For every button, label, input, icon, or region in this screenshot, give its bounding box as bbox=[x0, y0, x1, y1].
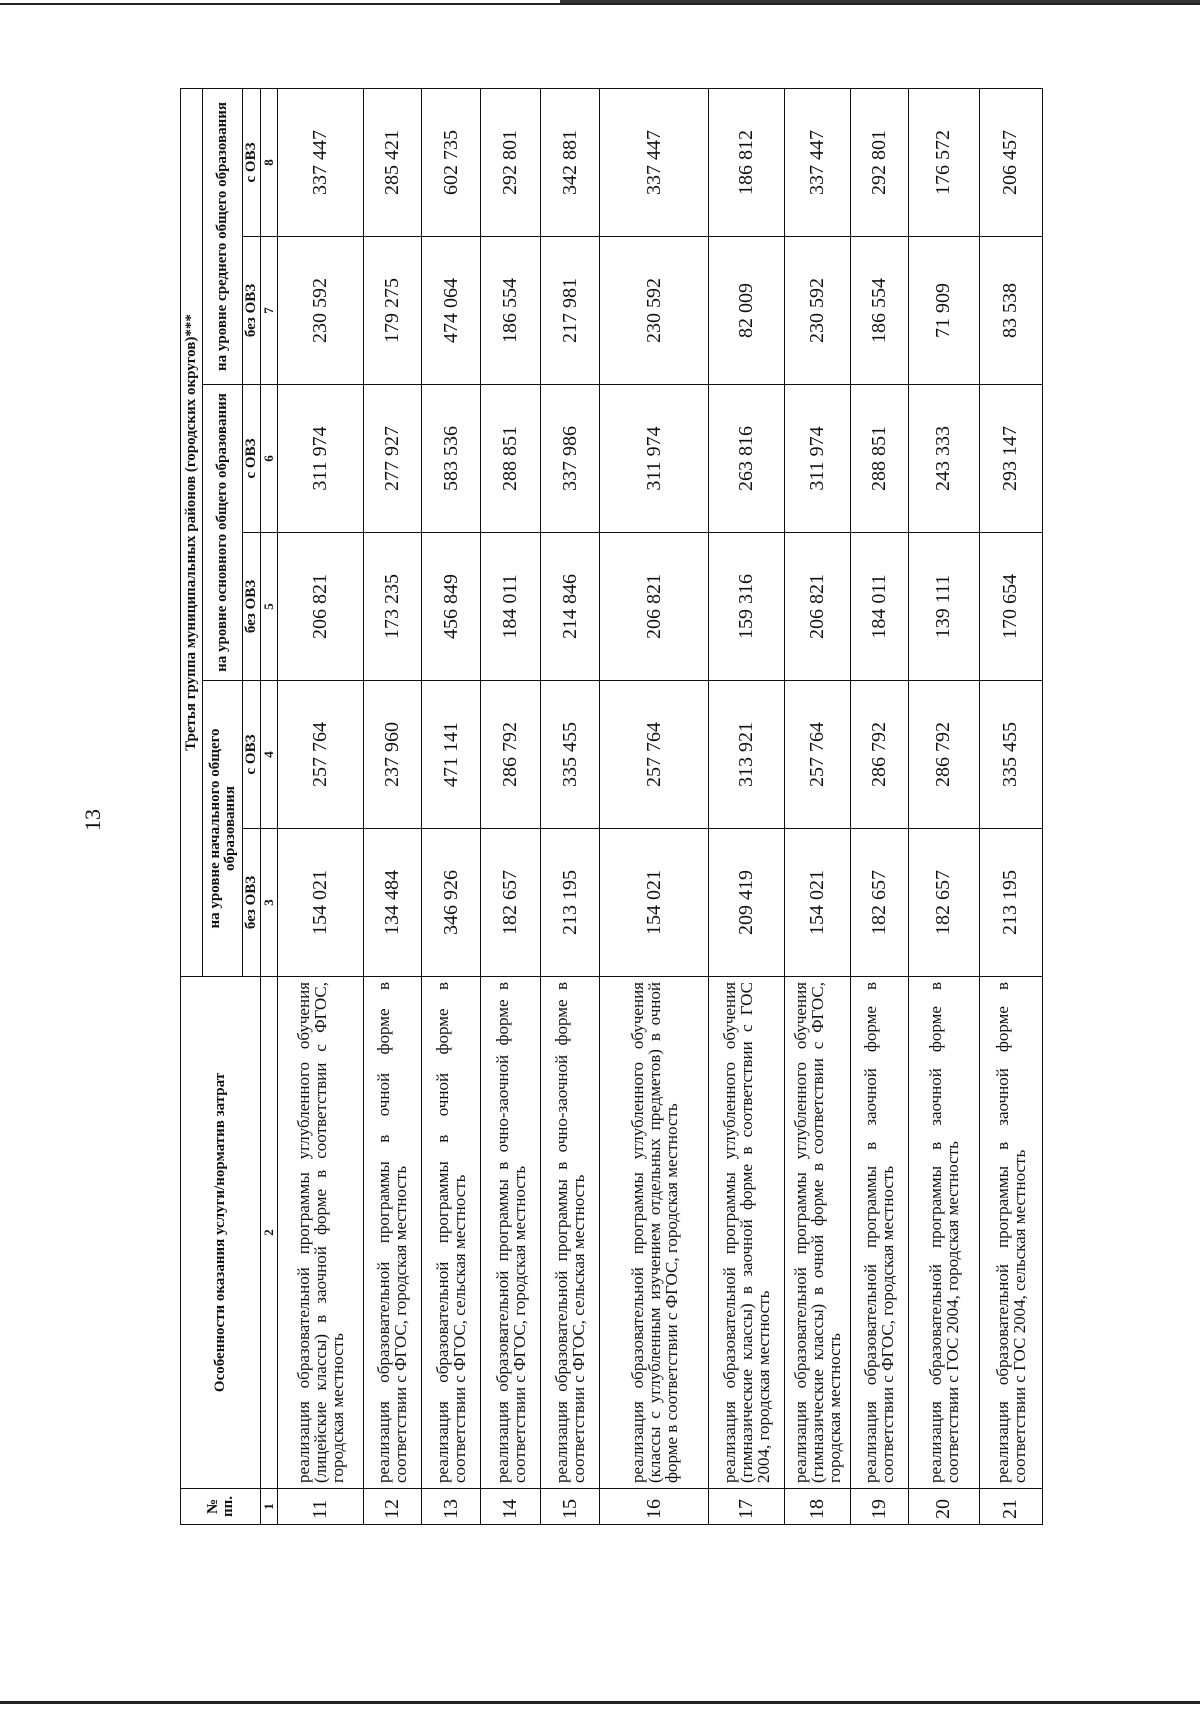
cost-value: 83 538 bbox=[979, 237, 1042, 385]
service-description: реализация образовательной программы углубленного обучения (гимназические классы) в заочной форме в соответствии с ГОС 2004, городская местность bbox=[709, 977, 785, 1489]
cost-value: 257 764 bbox=[278, 681, 364, 829]
cost-value: 154 021 bbox=[785, 829, 851, 977]
service-description: реализация образовательной программы в очно-заочной форме в соответствии с ФГОС, сельская местность bbox=[540, 977, 600, 1489]
table-row bbox=[481, 88, 541, 1524]
cost-value: 71 909 bbox=[909, 237, 980, 385]
cost-value: 182 657 bbox=[909, 829, 980, 977]
scan-top-border bbox=[0, 3, 1200, 5]
row-number: 20 bbox=[909, 1489, 980, 1525]
row-number: 14 bbox=[481, 1489, 541, 1525]
service-description: реализация образовательной программы в заочной форме в соответствии с ГОС 2004, сельская местность bbox=[979, 977, 1042, 1489]
service-description: реализация образовательной программы в заочной форме в соответствии с ГОС 2004, городская местность bbox=[909, 977, 980, 1489]
rotated-table-wrapper bbox=[180, 88, 1043, 1525]
row-number: 16 bbox=[600, 1489, 709, 1525]
cost-value: 217 981 bbox=[540, 237, 600, 385]
cost-value: 186 554 bbox=[850, 237, 908, 385]
cost-value: 170 654 bbox=[979, 533, 1042, 681]
cost-value: 285 421 bbox=[363, 88, 421, 236]
cost-value: 206 821 bbox=[600, 533, 709, 681]
cost-value: 293 147 bbox=[979, 385, 1042, 533]
column-index: 8 bbox=[261, 88, 278, 236]
cost-value: 176 572 bbox=[909, 88, 980, 236]
cost-value: 342 881 bbox=[540, 88, 600, 236]
cost-value: 230 592 bbox=[785, 237, 851, 385]
page-number: 13 bbox=[80, 809, 105, 831]
cost-value: 237 960 bbox=[363, 681, 421, 829]
cost-value: 182 657 bbox=[481, 829, 541, 977]
cost-value: 292 801 bbox=[481, 88, 541, 236]
cost-value: 214 846 bbox=[540, 533, 600, 681]
cost-value: 474 064 bbox=[421, 237, 481, 385]
cost-value: 184 011 bbox=[850, 533, 908, 681]
cost-value: 583 536 bbox=[421, 385, 481, 533]
cost-value: 186 554 bbox=[481, 237, 541, 385]
cost-value: 154 021 bbox=[278, 829, 364, 977]
column-index: 4 bbox=[261, 681, 278, 829]
cost-value: 346 926 bbox=[421, 829, 481, 977]
cost-value: 288 851 bbox=[850, 385, 908, 533]
header-group: Третья группа муниципальных районов (городских округов)*** bbox=[181, 88, 203, 976]
cost-value: 209 419 bbox=[709, 829, 785, 977]
cost-value: 159 316 bbox=[709, 533, 785, 681]
table-row bbox=[909, 88, 980, 1524]
cost-value: 206 457 bbox=[979, 88, 1042, 236]
cost-value: 230 592 bbox=[600, 237, 709, 385]
header-level-primary: на уровне начального общего образования bbox=[203, 681, 243, 977]
cost-value: 213 195 bbox=[979, 829, 1042, 977]
header-with-ovz: с ОВЗ bbox=[243, 88, 261, 236]
cost-value: 311 974 bbox=[278, 385, 364, 533]
cost-value: 173 235 bbox=[363, 533, 421, 681]
service-description: реализация образовательной программы в очной форме в соответствии с ФГОС, сельская местность bbox=[421, 977, 481, 1489]
table-row bbox=[540, 88, 600, 1524]
table-row bbox=[278, 88, 364, 1524]
cost-value: 286 792 bbox=[481, 681, 541, 829]
table-row bbox=[363, 88, 421, 1524]
row-number: 21 bbox=[979, 1489, 1042, 1525]
table-row bbox=[600, 88, 709, 1524]
header-without-ovz: без ОВЗ bbox=[243, 829, 261, 977]
cost-value: 286 792 bbox=[909, 681, 980, 829]
cost-value: 230 592 bbox=[278, 237, 364, 385]
cost-value: 471 141 bbox=[421, 681, 481, 829]
service-description: реализация образовательной программы углубленного обучения (гимназические классы) в очной форме в соответствии с ФГОС, городская местность bbox=[785, 977, 851, 1489]
cost-value: 186 812 bbox=[709, 88, 785, 236]
cost-value: 82 009 bbox=[709, 237, 785, 385]
cost-value: 179 275 bbox=[363, 237, 421, 385]
cost-value: 257 764 bbox=[785, 681, 851, 829]
cost-value: 288 851 bbox=[481, 385, 541, 533]
service-description: реализация образовательной программы в очно-заочной форме в соответствии с ФГОС, городская местность bbox=[481, 977, 541, 1489]
row-number: 13 bbox=[421, 1489, 481, 1525]
table-row bbox=[785, 88, 851, 1524]
header-service: Особенности оказания услуги/норматив затрат bbox=[181, 977, 261, 1489]
cost-value: 257 764 bbox=[600, 681, 709, 829]
column-index: 5 bbox=[261, 533, 278, 681]
scan-top-edge bbox=[560, 0, 1200, 3]
cost-value: 213 195 bbox=[540, 829, 600, 977]
cost-value: 311 974 bbox=[785, 385, 851, 533]
cost-value: 182 657 bbox=[850, 829, 908, 977]
cost-value: 337 447 bbox=[785, 88, 851, 236]
cost-value: 134 484 bbox=[363, 829, 421, 977]
row-number: 15 bbox=[540, 1489, 600, 1525]
cost-value: 337 447 bbox=[278, 88, 364, 236]
cost-value: 277 927 bbox=[363, 385, 421, 533]
header-no: № пп. bbox=[181, 1489, 261, 1525]
table-row bbox=[421, 88, 481, 1524]
cost-value: 243 333 bbox=[909, 385, 980, 533]
cost-value: 602 735 bbox=[421, 88, 481, 236]
cost-value: 139 111 bbox=[909, 533, 980, 681]
column-index: 6 bbox=[261, 385, 278, 533]
table-body bbox=[278, 88, 1043, 1524]
header-without-ovz: без ОВЗ bbox=[243, 237, 261, 385]
cost-value: 311 974 bbox=[600, 385, 709, 533]
cost-value: 337 447 bbox=[600, 88, 709, 236]
service-description: реализация образовательной программы в заочной форме в соответствии с ФГОС, городская местность bbox=[850, 977, 908, 1489]
header-level-secondary: на уровне среднего общего образования bbox=[203, 88, 243, 384]
cost-value: 206 821 bbox=[785, 533, 851, 681]
table-row bbox=[709, 88, 785, 1524]
cost-value: 184 011 bbox=[481, 533, 541, 681]
column-index: 1 bbox=[261, 1489, 278, 1525]
header-without-ovz: без ОВЗ bbox=[243, 533, 261, 681]
cost-value: 335 455 bbox=[979, 681, 1042, 829]
service-description: реализация образовательной программы углубленного обучения (лицейские классы) в заочной форме в соответствии с ФГОС, городская местность bbox=[278, 977, 364, 1489]
cost-norms-table bbox=[180, 88, 1043, 1525]
cost-value: 337 986 bbox=[540, 385, 600, 533]
scan-bottom-border bbox=[0, 1701, 1200, 1704]
row-number: 17 bbox=[709, 1489, 785, 1525]
service-description: реализация образовательной программы углубленного обучения (классы с углубленным изучением отдельных предметов) в очной форме в соответствии с ФГОС, городская местность bbox=[600, 977, 709, 1489]
column-index: 3 bbox=[261, 829, 278, 977]
column-index: 2 bbox=[261, 977, 278, 1489]
column-index: 7 bbox=[261, 237, 278, 385]
table-row bbox=[979, 88, 1042, 1524]
table-row bbox=[850, 88, 908, 1524]
cost-value: 263 816 bbox=[709, 385, 785, 533]
cost-value: 456 849 bbox=[421, 533, 481, 681]
header-with-ovz: с ОВЗ bbox=[243, 681, 261, 829]
cost-value: 154 021 bbox=[600, 829, 709, 977]
service-description: реализация образовательной программы в очной форме в соответствии с ФГОС, городская местность bbox=[363, 977, 421, 1489]
cost-value: 286 792 bbox=[850, 681, 908, 829]
header-level-basic: на уровне основного общего образования bbox=[203, 385, 243, 681]
header-with-ovz: с ОВЗ bbox=[243, 385, 261, 533]
cost-value: 335 455 bbox=[540, 681, 600, 829]
row-number: 12 bbox=[363, 1489, 421, 1525]
cost-value: 292 801 bbox=[850, 88, 908, 236]
row-number: 11 bbox=[278, 1489, 364, 1525]
row-number: 18 bbox=[785, 1489, 851, 1525]
row-number: 19 bbox=[850, 1489, 908, 1525]
cost-value: 313 921 bbox=[709, 681, 785, 829]
cost-value: 206 821 bbox=[278, 533, 364, 681]
